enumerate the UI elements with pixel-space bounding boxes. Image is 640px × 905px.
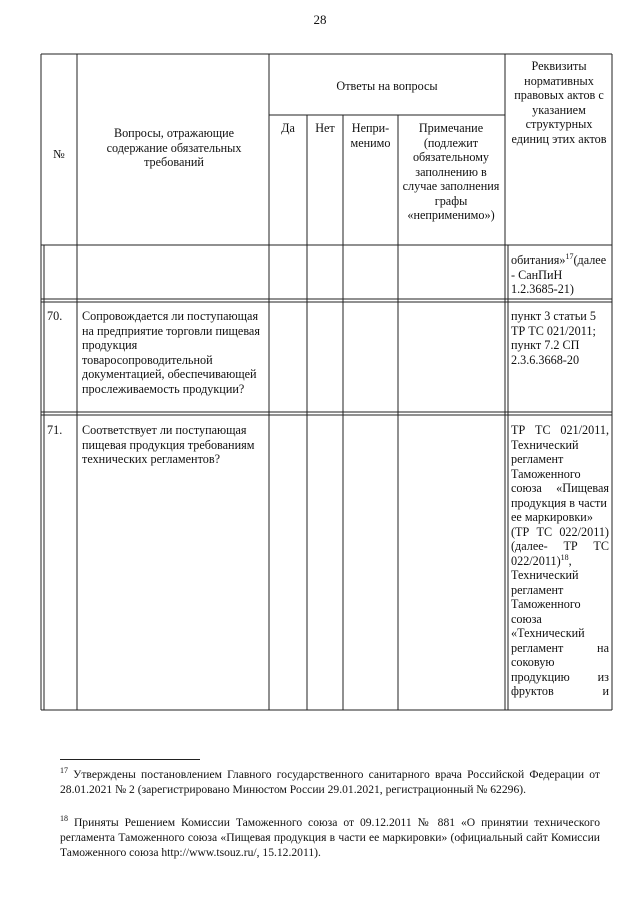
header-note: Примечание (подлежит обязательному заполнению в случае заполнения графы «неприменимо»): [402, 121, 500, 222]
header-requisites: Реквизиты нормативных правовых актов с указанием структурных единиц этих актов: [511, 59, 607, 146]
row-71-requisites: ТР ТС 021/2011, Технический регламент Таможенного союза «Пищевая продукция в части ее маркировки» (ТР ТС 022/2011) (далее- ТР ТС 022/2011)$^{18}$, Технический регламент Таможенного союза «Технический регламент на соковую продукцию из фруктов и: [511, 423, 609, 698]
footnote-17-text: Утверждены постановлением Главного государственного санитарного врача Российской Федерации от 28.01.2021 № 2 (зарегистрировано Минюстом России 29.01.2021, регистрационный № 62296).: [60, 768, 600, 796]
page-number: 28: [313, 12, 327, 27]
row-0-requisites: обитания»$^{17}$(далее - СанПиН 1.2.3685-21): [511, 251, 607, 296]
footnote-rule: [60, 759, 200, 760]
row-71-question: Соответствует ли поступающая пищевая продукция требованиям технических регламентов?: [82, 423, 255, 466]
row-70-question: Сопровождается ли поступающая на предприятие торговли пищевая продукция товаросопроводительной документацией, обеспечивающей прослеживаемость продукции?: [82, 309, 260, 396]
footnote-18-text: Приняты Решением Комиссии Таможенного союза от 09.12.2011 № 881 «О принятии технического регламента Таможенного союза «Пищевая продукция в части ее маркировки» (официальный сайт Комиссии Таможенного союза http://www.tsouz.ru/, 15.12.2011).: [60, 816, 600, 859]
header-not-applicable: Непри- менимо: [350, 121, 391, 150]
row-70-requisites: пункт 3 статьи 5 ТР ТС 021/2011; пункт 7.2 СП 2.3.6.3668-20: [511, 309, 596, 367]
header-question: Вопросы, отражающие содержание обязательных требований: [106, 126, 242, 169]
header-no: Нет: [315, 121, 335, 135]
footnote-18: [60, 815, 600, 860]
row-70-number: 70.: [47, 309, 63, 323]
header-answers: Ответы на вопросы: [336, 79, 438, 93]
header-yes: Да: [281, 121, 295, 135]
footnote-17: [60, 767, 600, 797]
row-71-number: 71.: [47, 423, 63, 437]
footnote-18-mark: 18: [60, 814, 68, 824]
footnote-17-mark: 17: [60, 766, 68, 776]
header-number: №: [53, 147, 65, 161]
